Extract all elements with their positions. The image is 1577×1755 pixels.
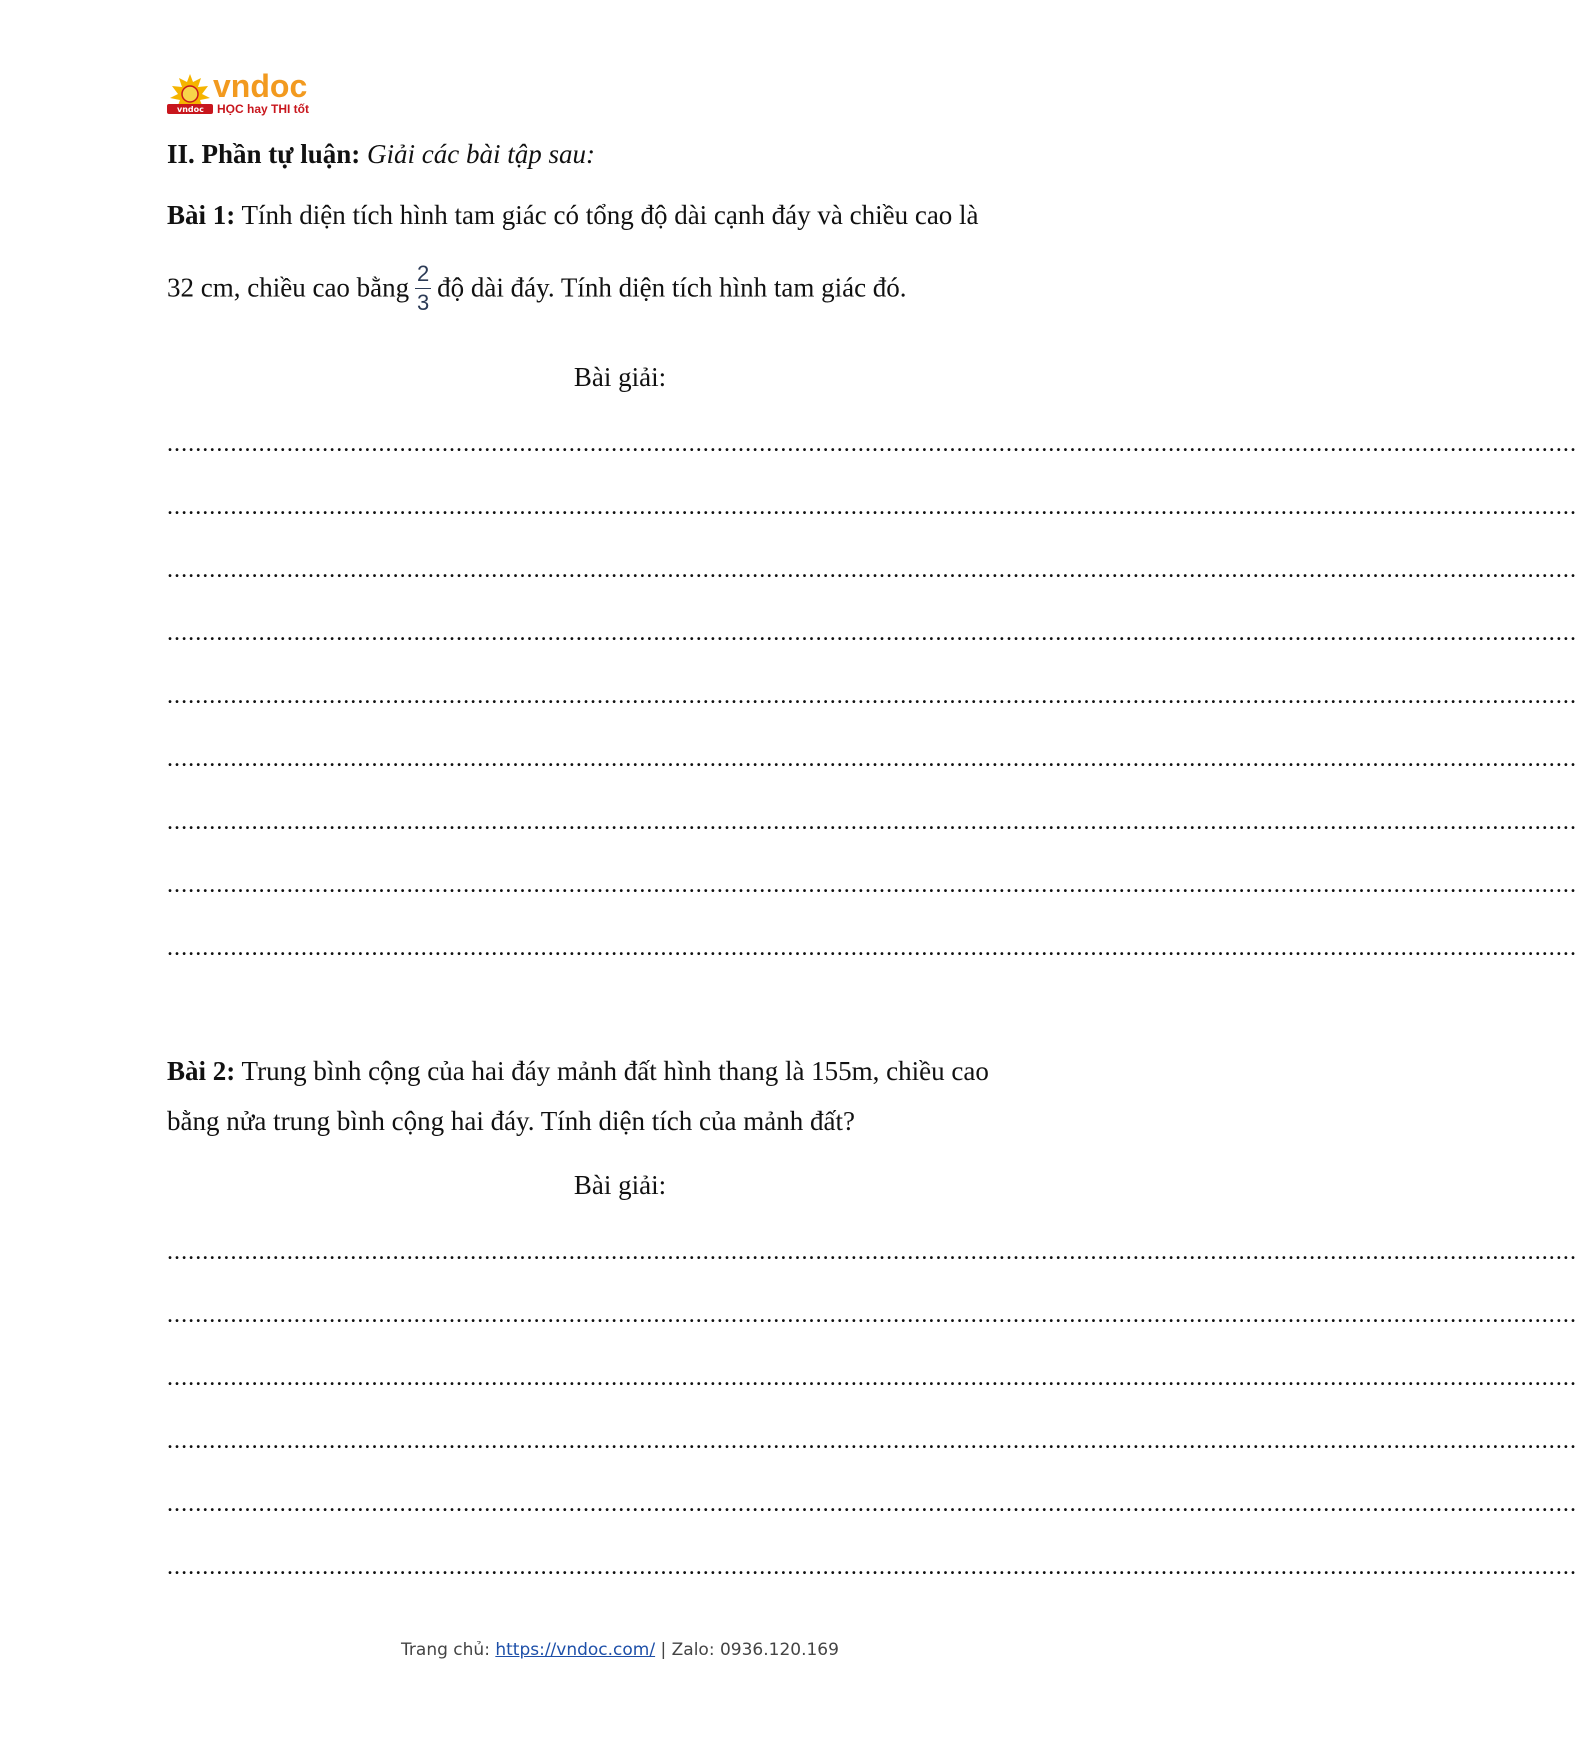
problem-1-text-1: Tính diện tích hình tam giác có tổng độ dài cạnh đáy và chiều cao là: [241, 200, 979, 230]
logo-badge-text: vndoc: [177, 105, 204, 114]
fraction: [415, 262, 431, 315]
answer-line[interactable]: ........................................................................................................................................................................................................: [167, 1365, 1577, 1391]
answer-line[interactable]: ........................................................................................................................................................................................................: [167, 1302, 1577, 1328]
problem-1-label: Bài 1:: [167, 200, 236, 230]
answer-line[interactable]: ........................................................................................................................................................................................................: [167, 494, 1577, 520]
footer-zalo: Zalo: 0936.120.169: [671, 1640, 839, 1660]
footer-home-label: Trang chủ:: [401, 1640, 490, 1660]
logo-wordmark: vndoc: [213, 68, 308, 104]
answer-line[interactable]: ........................................................................................................................................................................................................: [167, 872, 1577, 898]
fraction-bar: [415, 288, 431, 289]
answer-line[interactable]: ........................................................................................................................................................................................................: [167, 1239, 1577, 1265]
vndoc-logo: [165, 70, 315, 122]
answer-line[interactable]: ........................................................................................................................................................................................................: [167, 935, 1577, 961]
answer-line[interactable]: ........................................................................................................................................................................................................: [167, 1428, 1577, 1454]
problem-2-label: Bài 2:: [167, 1056, 236, 1086]
problem-2-solution-label: Bài giải:: [573, 1170, 667, 1200]
fraction-numerator: 2: [417, 261, 430, 286]
answer-line[interactable]: ........................................................................................................................................................................................................: [167, 431, 1577, 457]
answer-line[interactable]: ........................................................................................................................................................................................................: [167, 620, 1577, 646]
answer-line[interactable]: ........................................................................................................................................................................................................: [167, 746, 1577, 772]
problem-2-line-1: [167, 1055, 989, 1087]
footer-separator: |: [660, 1640, 667, 1660]
page-footer: [0, 1640, 1240, 1660]
section-instruction: Giải các bài tập sau:: [367, 139, 595, 169]
answer-line[interactable]: ........................................................................................................................................................................................................: [167, 1554, 1577, 1580]
problem-1-line-2: [167, 261, 907, 317]
problem-1-text-2: 32 cm, chiều cao bằng: [167, 272, 410, 303]
problem-2-line-2: bằng nửa trung bình cộng hai đáy. Tính diện tích của mảnh đất?: [167, 1106, 855, 1136]
section-heading: [167, 138, 595, 170]
section-title: II. Phần tự luận:: [167, 139, 361, 169]
problem-2-text-1: Trung bình cộng của hai đáy mảnh đất hình thang là 155m, chiều cao: [241, 1056, 989, 1086]
problem-1-solution-label: Bài giải:: [573, 362, 667, 392]
footer-home-link[interactable]: https://vndoc.com/: [495, 1640, 656, 1660]
logo-slogan: HỌC hay THI tốt: [217, 102, 309, 116]
problem-1-text-3: độ dài đáy. Tính diện tích hình tam giác đó.: [437, 272, 907, 303]
answer-line[interactable]: ........................................................................................................................................................................................................: [167, 1491, 1577, 1517]
answer-line[interactable]: ........................................................................................................................................................................................................: [167, 683, 1577, 709]
answer-line[interactable]: ........................................................................................................................................................................................................: [167, 809, 1577, 835]
problem-1-line-1: [167, 199, 979, 231]
answer-line[interactable]: ........................................................................................................................................................................................................: [167, 557, 1577, 583]
fraction-denominator: 3: [417, 290, 430, 315]
